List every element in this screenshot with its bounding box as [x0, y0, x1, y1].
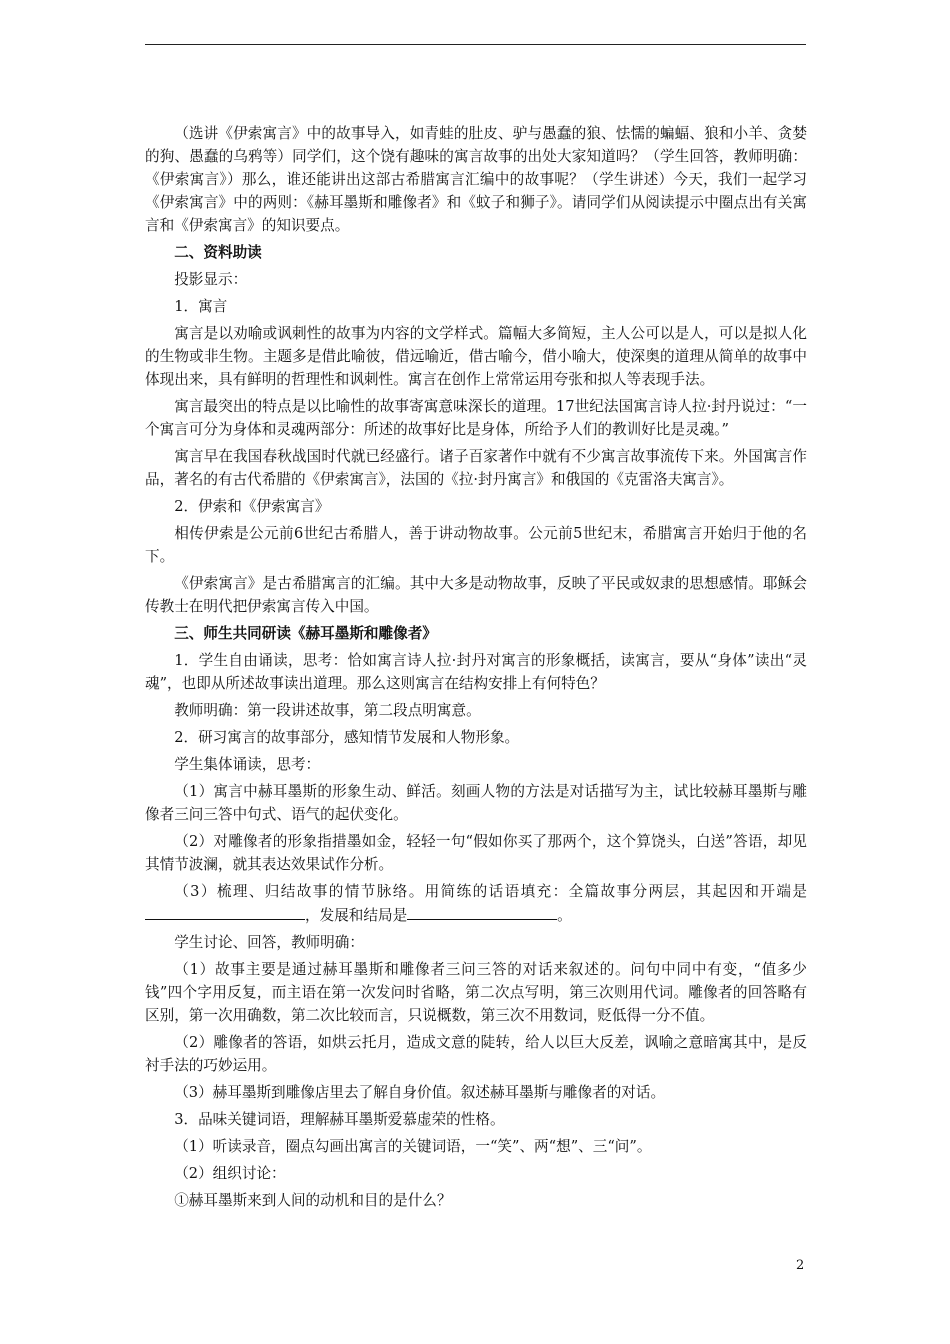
paragraph: （1）听读录音，圈点勾画出寓言的关键词语，一“笑”、两“想”、三“问”。	[174, 1138, 652, 1155]
fill-text-2: ，发展和结局是	[305, 907, 408, 924]
list-item: 2．伊索和《伊索寓言》	[174, 498, 330, 515]
list-item: 2．研习寓言的故事部分，感知情节发展和人物形象。	[174, 729, 520, 746]
paragraph: 1．学生自由诵读，思考：恰如寓言诗人拉·封丹对寓言的形象概括，读寓言，要从“身体”读出“灵魂”，也即从所述故事读出道理。那么这则寓言在结构安排上有何特色？	[145, 652, 807, 692]
paragraph: ①赫耳墨斯来到人间的动机和目的是什么？	[174, 1192, 452, 1209]
fill-blank-1	[145, 903, 305, 920]
list-item: 3．品味关键词语，理解赫耳墨斯爱慕虚荣的性格。	[174, 1111, 505, 1128]
document-body	[145, 122, 807, 1216]
paragraph: 寓言是以劝喻或讽刺性的故事为内容的文学样式。篇幅大多简短，主人公可以是人，可以是拟人化的生物或非生物。主题多是借此喻彼，借远喻近，借古喻今，借小喻大，使深奥的道理从简单的故事中体现出来，具有鲜明的哲理性和讽刺性。寓言在创作上常常运用夸张和拟人等表现手法。	[145, 325, 807, 388]
paragraph: （2）对雕像者的形象指措墨如金，轻轻一句“假如你买了那两个，这个算饶头，白送”答语，却见其情节波澜，就其表达效果试作分析。	[145, 833, 807, 873]
page-number: 2	[796, 1258, 805, 1273]
paragraph: （3）赫耳墨斯到雕像店里去了解自身价值。叙述赫耳墨斯与雕像者的对话。	[174, 1084, 666, 1101]
paragraph: （选讲《伊索寓言》中的故事导入，如青蛙的肚皮、驴与愚蠢的狼、怯懦的蝙蝠、狼和小羊、贪婪的狗、愚蠢的乌鸦等）同学们，这个饶有趣味的寓言故事的出处大家知道吗？（学生回答，教师明确：《伊索寓言》）那么，谁还能讲出这部古希腊寓言汇编中的故事呢？（学生讲述）今天，我们一起学习《伊索寓言》中的两则：《赫耳墨斯和雕像者》和《蚊子和狮子》。请同学们从阅读提示中圈点出有关寓言和《伊索寓言》的知识要点。	[145, 125, 807, 234]
paragraph: 投影显示：	[174, 271, 248, 288]
paragraph: 《伊索寓言》是古希腊寓言的汇编。其中大多是动物故事，反映了平民或奴隶的思想感情。耶稣会传教士在明代把伊索寓言传入中国。	[145, 575, 807, 615]
fill-text-3: 。	[557, 907, 572, 924]
paragraph: 学生集体诵读，思考：	[174, 756, 321, 773]
header-rule	[145, 44, 806, 45]
fill-blank-2	[407, 903, 557, 920]
paragraph: （2）组织讨论：	[174, 1165, 286, 1182]
paragraph: 相传伊索是公元前6世纪古希腊人，善于讲动物故事。公元前5世纪末，希腊寓言开始归于他的名下。	[145, 525, 807, 565]
paragraph: （1）寓言中赫耳墨斯的形象生动、鲜活。刻画人物的方法是对话描写为主，试比较赫耳墨斯与雕像者三问三答中句式、语气的起伏变化。	[145, 783, 807, 823]
fill-in-paragraph	[145, 880, 807, 927]
section-heading: 三、师生共同研读《赫耳墨斯和雕像者》	[174, 625, 437, 642]
section-heading: 二、资料助读	[174, 244, 262, 261]
paragraph: 寓言最突出的特点是以比喻性的故事寄寓意味深长的道理。17世纪法国寓言诗人拉·封丹说过：“一个寓言可分为身体和灵魂两部分：所述的故事好比是身体，所给予人们的教训好比是灵魂。”	[145, 398, 807, 438]
paragraph: 教师明确：第一段讲述故事，第二段点明寓意。	[174, 702, 481, 719]
paragraph: （1）故事主要是通过赫耳墨斯和雕像者三问三答的对话来叙述的。问句中同中有变，“值多少钱”四个字用反复，而主语在第一次发问时省略，第二次点写明，第三次则用代词。雕像者的回答略有区别，第一次用确数，第二次比较而言，只说概数，第三次不用数词，贬低得一分不值。	[145, 961, 807, 1024]
fill-text-1: （3）梳理、归结故事的情节脉络。用简练的话语填充：全篇故事分两层，其起因和开端是	[174, 883, 807, 900]
paragraph: （2）雕像者的答语，如烘云托月，造成文意的陡转，给人以巨大反差，讽喻之意暗寓其中，是反衬手法的巧妙运用。	[145, 1034, 807, 1074]
list-item: 1．寓言	[174, 298, 228, 315]
paragraph: 寓言早在我国春秋战国时代就已经盛行。诸子百家著作中就有不少寓言故事流传下来。外国寓言作品，著名的有古代希腊的《伊索寓言》，法国的《拉·封丹寓言》和俄国的《克雷洛夫寓言》。	[145, 448, 807, 488]
paragraph: 学生讨论、回答，教师明确：	[174, 934, 364, 951]
